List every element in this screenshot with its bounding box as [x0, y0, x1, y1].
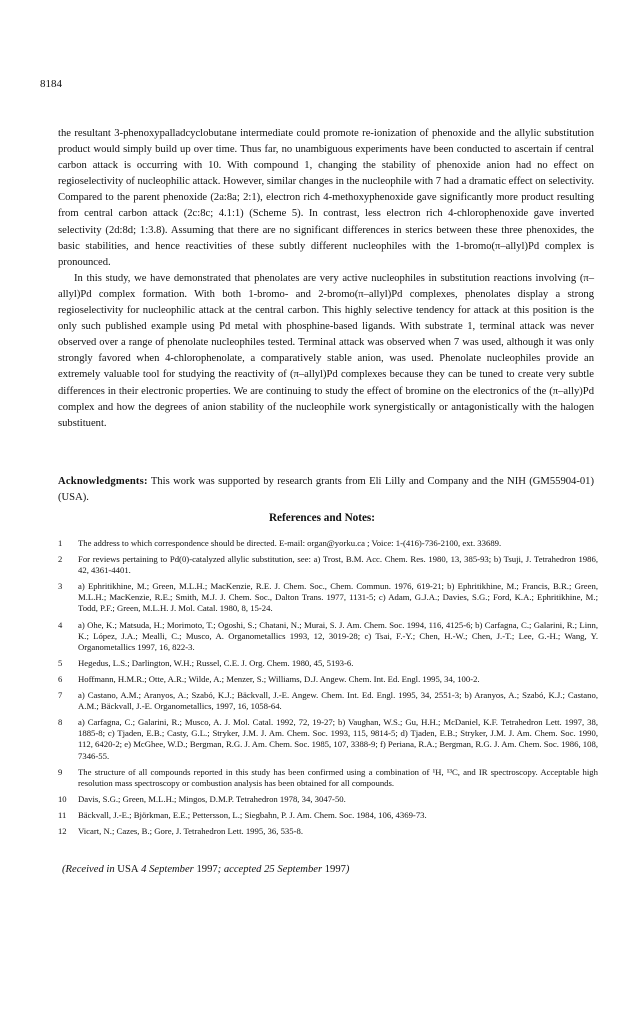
reference-number: 3 — [58, 581, 63, 592]
reference-text: Davis, S.G.; Green, M.L.H.; Mingos, D.M.P. Tetrahedron 1978, 34, 3047-50. — [78, 793, 346, 804]
acknowledgments — [58, 474, 594, 505]
reference-text: The structure of all compounds reported in this study has been confirmed using a combination of ¹H, ¹³C, and IR spectroscopy. Acceptable high resolution mass spectroscopy or combustion analysis has been obtained for all compounds. — [78, 766, 598, 788]
reference-item — [58, 658, 598, 669]
body-paragraph: the resultant 3-phenoxypalladcyclobutane intermediate could promote re-ionization of phenoxide and the allylic substitution product would simply build up over time. Thus far, no unambiguous experiments have been conducted to ascertain if central carbon attack is occurring with 10. With compound 1, changing the stability of phenoxide anion had no effect on regioselectivity of nucleophilic attack. However, similar changes in the nucleophile with 7 had a dramatic effect on selectivity. Compared to the parent phenoxide (2a:8a; 2:1), electron rich 4-methoxyphenoxide gave significantly more product resulting from central carbon attack (2c:8c; 4.1:1) (Scheme 5). In contrast, less electron rich 4-chlorophenoxide gave inverted selectivity (2d:8d; 1:3.8). Assuming that there are no significant differences in sterics between these three phenoxides, the basic stabilities, and hence reactivities of these subtly different nucleophiles with the 1-bromo(π–allyl)Pd complex is pronounced. — [58, 128, 594, 268]
reference-number: 1 — [58, 538, 63, 548]
acknowledgments-heading: Acknowledgments: — [58, 476, 148, 487]
reference-item — [58, 826, 598, 837]
reference-item — [58, 581, 598, 614]
reference-number: 10 — [58, 793, 67, 804]
accepted-year: 1997 — [324, 864, 346, 875]
received-prefix: (Received in — [62, 864, 118, 875]
received-suffix: ) — [345, 864, 350, 875]
page-number: 8184 — [40, 78, 62, 90]
reference-text: a) Ephritikhine, M.; Green, M.L.H.; MacKenzie, R.E. J. Chem. Soc., Chem. Commun. 1976, 619-21; b) Ephritikhine, M.; Francis, B.R.; Green, M.L.H.; MacKenzie, R.E.; Smith, M.J. J. Chem. Soc., Dalton Trans. 1977, 1131-5; c) Adam, G.J.A.; Davies, S.G.; Ford, K.A.; Ephritikhine, M.; Todd, P.F.; Green, M.L.H. J. Mol. Catal. 1980, 8, 15-24. — [78, 581, 598, 614]
reference-number: 5 — [58, 657, 63, 668]
reference-number: 11 — [58, 809, 67, 820]
reference-item — [58, 538, 598, 549]
reference-text: For reviews pertaining to Pd(0)-catalyzed allylic substitution, see: a) Trost, B.M. Acc. Chem. Res. 1980, 13, 385-93; b) Tsuji, J. Tetrahedron 1986, 42, 4361-4401. — [78, 554, 598, 576]
reference-number: 9 — [58, 766, 63, 777]
received-dates — [62, 864, 349, 875]
reference-text: The address to which correspondence should be directed. E-mail: organ@yorku.ca ; Voice: 1-(416)-736-2100, ext. 33689. — [78, 538, 502, 548]
references-title: References and Notes: — [268, 512, 376, 524]
reference-text: Vicart, N.; Cazes, B.; Gore, J. Tetrahedron Lett. 1995, 36, 535-8. — [78, 825, 304, 836]
received-country: USA — [117, 864, 139, 875]
reference-text: a) Carfagna, C.; Galarini, R.; Musco, A. J. Mol. Catal. 1992, 72, 19-27; b) Vaughan, W.S.; Gu, H.H.; McDaniel, K.F. Tetrahedron Lett. 1997, 38, 1885-8; c) Tjaden, E.B.; Casty, G.L.; Stryker, J.M. J. Am. Chem. Soc. 1993, 115, 9814-5; d) Tjaden, E.B.; Stryker, J.M. J. Am. Chem. Soc. 1990, 112, 6420-2; e) McGhee, W.D.; Bergman, R.G. J. Am. Chem. Soc. 1985, 107, 3388-9; f) Periana, R.A.; Bergman, R.G. J. Am. Chem. Soc. 1986, 108, 7346-55. — [78, 717, 598, 761]
reference-number: 2 — [58, 554, 63, 565]
reference-text: a) Ohe, K.; Matsuda, H.; Morimoto, T.; Ogoshi, S.; Chatani, N.; Murai, S. J. Am. Chem. Soc. 1994, 116, 4125-6; b) Carfagna, C.; Galarini, R.; Linn, K.; López, J.A.; Mealli, C.; Musco, A. Organometallics 1993, 12, 3019-28; c) Tsai, F.-Y.; Chen, H.-W.; Chen, J.-T.; Lee, G.-H.; Wang, Y. Organometallics 1997, 16, 822-3. — [78, 619, 598, 652]
references-list — [58, 538, 598, 842]
acknowledgments-text: This work was supported by research grants from Eli Lilly and Company and the NIH (GM55904-01) (USA). — [58, 476, 594, 503]
reference-number: 12 — [58, 825, 67, 836]
reference-item — [58, 810, 598, 821]
reference-number: 4 — [58, 619, 63, 630]
reference-number: 7 — [58, 690, 63, 701]
reference-item — [58, 674, 598, 685]
main-body — [58, 126, 594, 432]
reference-number: 8 — [58, 717, 63, 728]
reference-text: Hoffmann, H.M.R.; Otte, A.R.; Wilde, A.; Menzer, S.; Williams, D.J. Angew. Chem. Int. Ed. Engl. 1995, 34, 100-2. — [78, 673, 480, 684]
reference-text: Hegedus, L.S.; Darlington, W.H.; Russel, C.E. J. Org. Chem. 1980, 45, 5193-6. — [78, 657, 354, 668]
reference-item — [58, 690, 598, 712]
accepted-date: 25 September — [264, 864, 325, 875]
reference-item — [58, 717, 598, 761]
reference-item — [58, 794, 598, 805]
reference-item — [58, 767, 598, 789]
reference-number: 6 — [58, 673, 63, 684]
body-paragraph: In this study, we have demonstrated that phenolates are very active nucleophiles in substitution reactions involving (π–allyl)Pd complex formation. With both 1-bromo- and 2-bromo(π–allyl)Pd complexes, phenolates display a strong regioselectivity for nucleophilic attack at the central carbon. This highly selective tendency for attack at this position is the only such published example using Pd metal with phosphine-based ligands. With substrate 1, terminal attack was never observed over a range of phenolate nucleophiles tested. Terminal attack was observed when 7 was used, although it was only strongly favored when 4-chlorophenolate, a comparatively stable anion, was used. Phenolate nucleophiles provide an extremely valuable tool for studying the reactivity of (π–allyl)Pd complexes because they can be tuned to create very subtle differences in their electronic properties. We are continuing to study the effect of bromine on the electronics of the (π–ally)Pd complex and how the degrees of anion stability of the nucleophile work synergistically or antagonistically with the halogen substituent. — [58, 272, 594, 429]
accepted-prefix: ; accepted — [217, 864, 265, 875]
reference-item — [58, 620, 598, 653]
received-year: 1997 — [196, 864, 218, 875]
received-date: 4 September — [138, 864, 197, 875]
reference-text: Bäckvall, J.-E.; Björkman, E.E.; Pettersson, L.; Siegbahn, P. J. Am. Chem. Soc. 1984, 106, 4369-73. — [78, 809, 427, 820]
reference-item — [58, 554, 598, 576]
reference-text: a) Castano, A.M.; Aranyos, A.; Szabó, K.J.; Bäckvall, J.-E. Angew. Chem. Int. Ed. Engl. 1995, 34, 2551-3; b) Aranyos, A.; Szabó, K.J.; Castano, A.M.; Bäckvall, J.-E. Organometallics, 1997, 16, 1058-64. — [78, 690, 598, 712]
